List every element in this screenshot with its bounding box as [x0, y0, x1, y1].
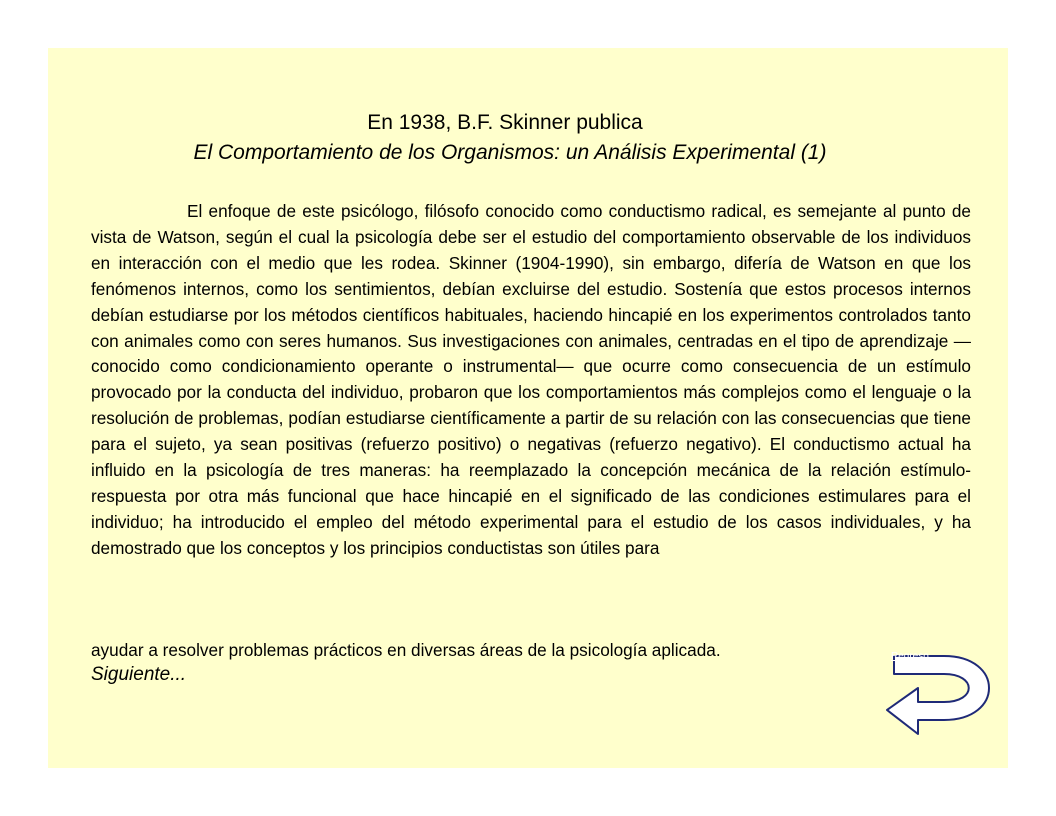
body-paragraph	[91, 199, 971, 562]
back-link[interactable]: Regreso	[891, 651, 929, 662]
slide-title-line-1: En 1938, B.F. Skinner publica	[367, 111, 643, 134]
curved-return-arrow-icon[interactable]	[884, 648, 992, 744]
next-link[interactable]: Siguiente...	[91, 664, 187, 685]
slide-title-line-2-book-title: El Comportamiento de los Organismos: un Análisis Experimental (1)	[193, 141, 827, 164]
body-paragraph-last-line: ayudar a resolver problemas prácticos en diversas áreas de la psicología aplicada.	[91, 640, 721, 660]
body-paragraph-text: El enfoque de este psicólogo, filósofo conocido como conductismo radical, es semejante al punto de vista de Watson, según el cual la psicología debe ser el estudio del comportamiento observable de los individuos en interacción con el medio que les rodea. Skinner (1904-1990), sin embargo, difería de Watson en que los fenómenos internos, como los sentimientos, debían excluirse del estudio. Sostenía que estos procesos internos debían estudiarse por los métodos científicos habituales, haciendo hincapié en los experimentos controlados tanto con animales como con seres humanos. Sus investigaciones con animales, centradas en el tipo de aprendizaje —conocido como condicionamiento operante o instrumental— que ocurre como consecuencia de un estímulo provocado por la conducta del individuo, probaron que los comportamientos más complejos como el lenguaje o la resolución de problemas, podían estudiarse científicamente a partir de su relación con las consecuencias que tiene para el sujeto, ya sean positivas (refuerzo positivo) o negativas (refuerzo negativo). El conductismo actual ha influido en la psicología de tres maneras: ha reemplazado la concepción mecánica de la relación estímulo-respuesta por otra más funcional que hace hincapié en el significado de las condiciones estimulares para el individuo; ha introducido el empleo del método experimental para el estudio de los casos individuales, y ha demostrado que los conceptos y los principios conductistas son útiles para	[91, 201, 971, 558]
